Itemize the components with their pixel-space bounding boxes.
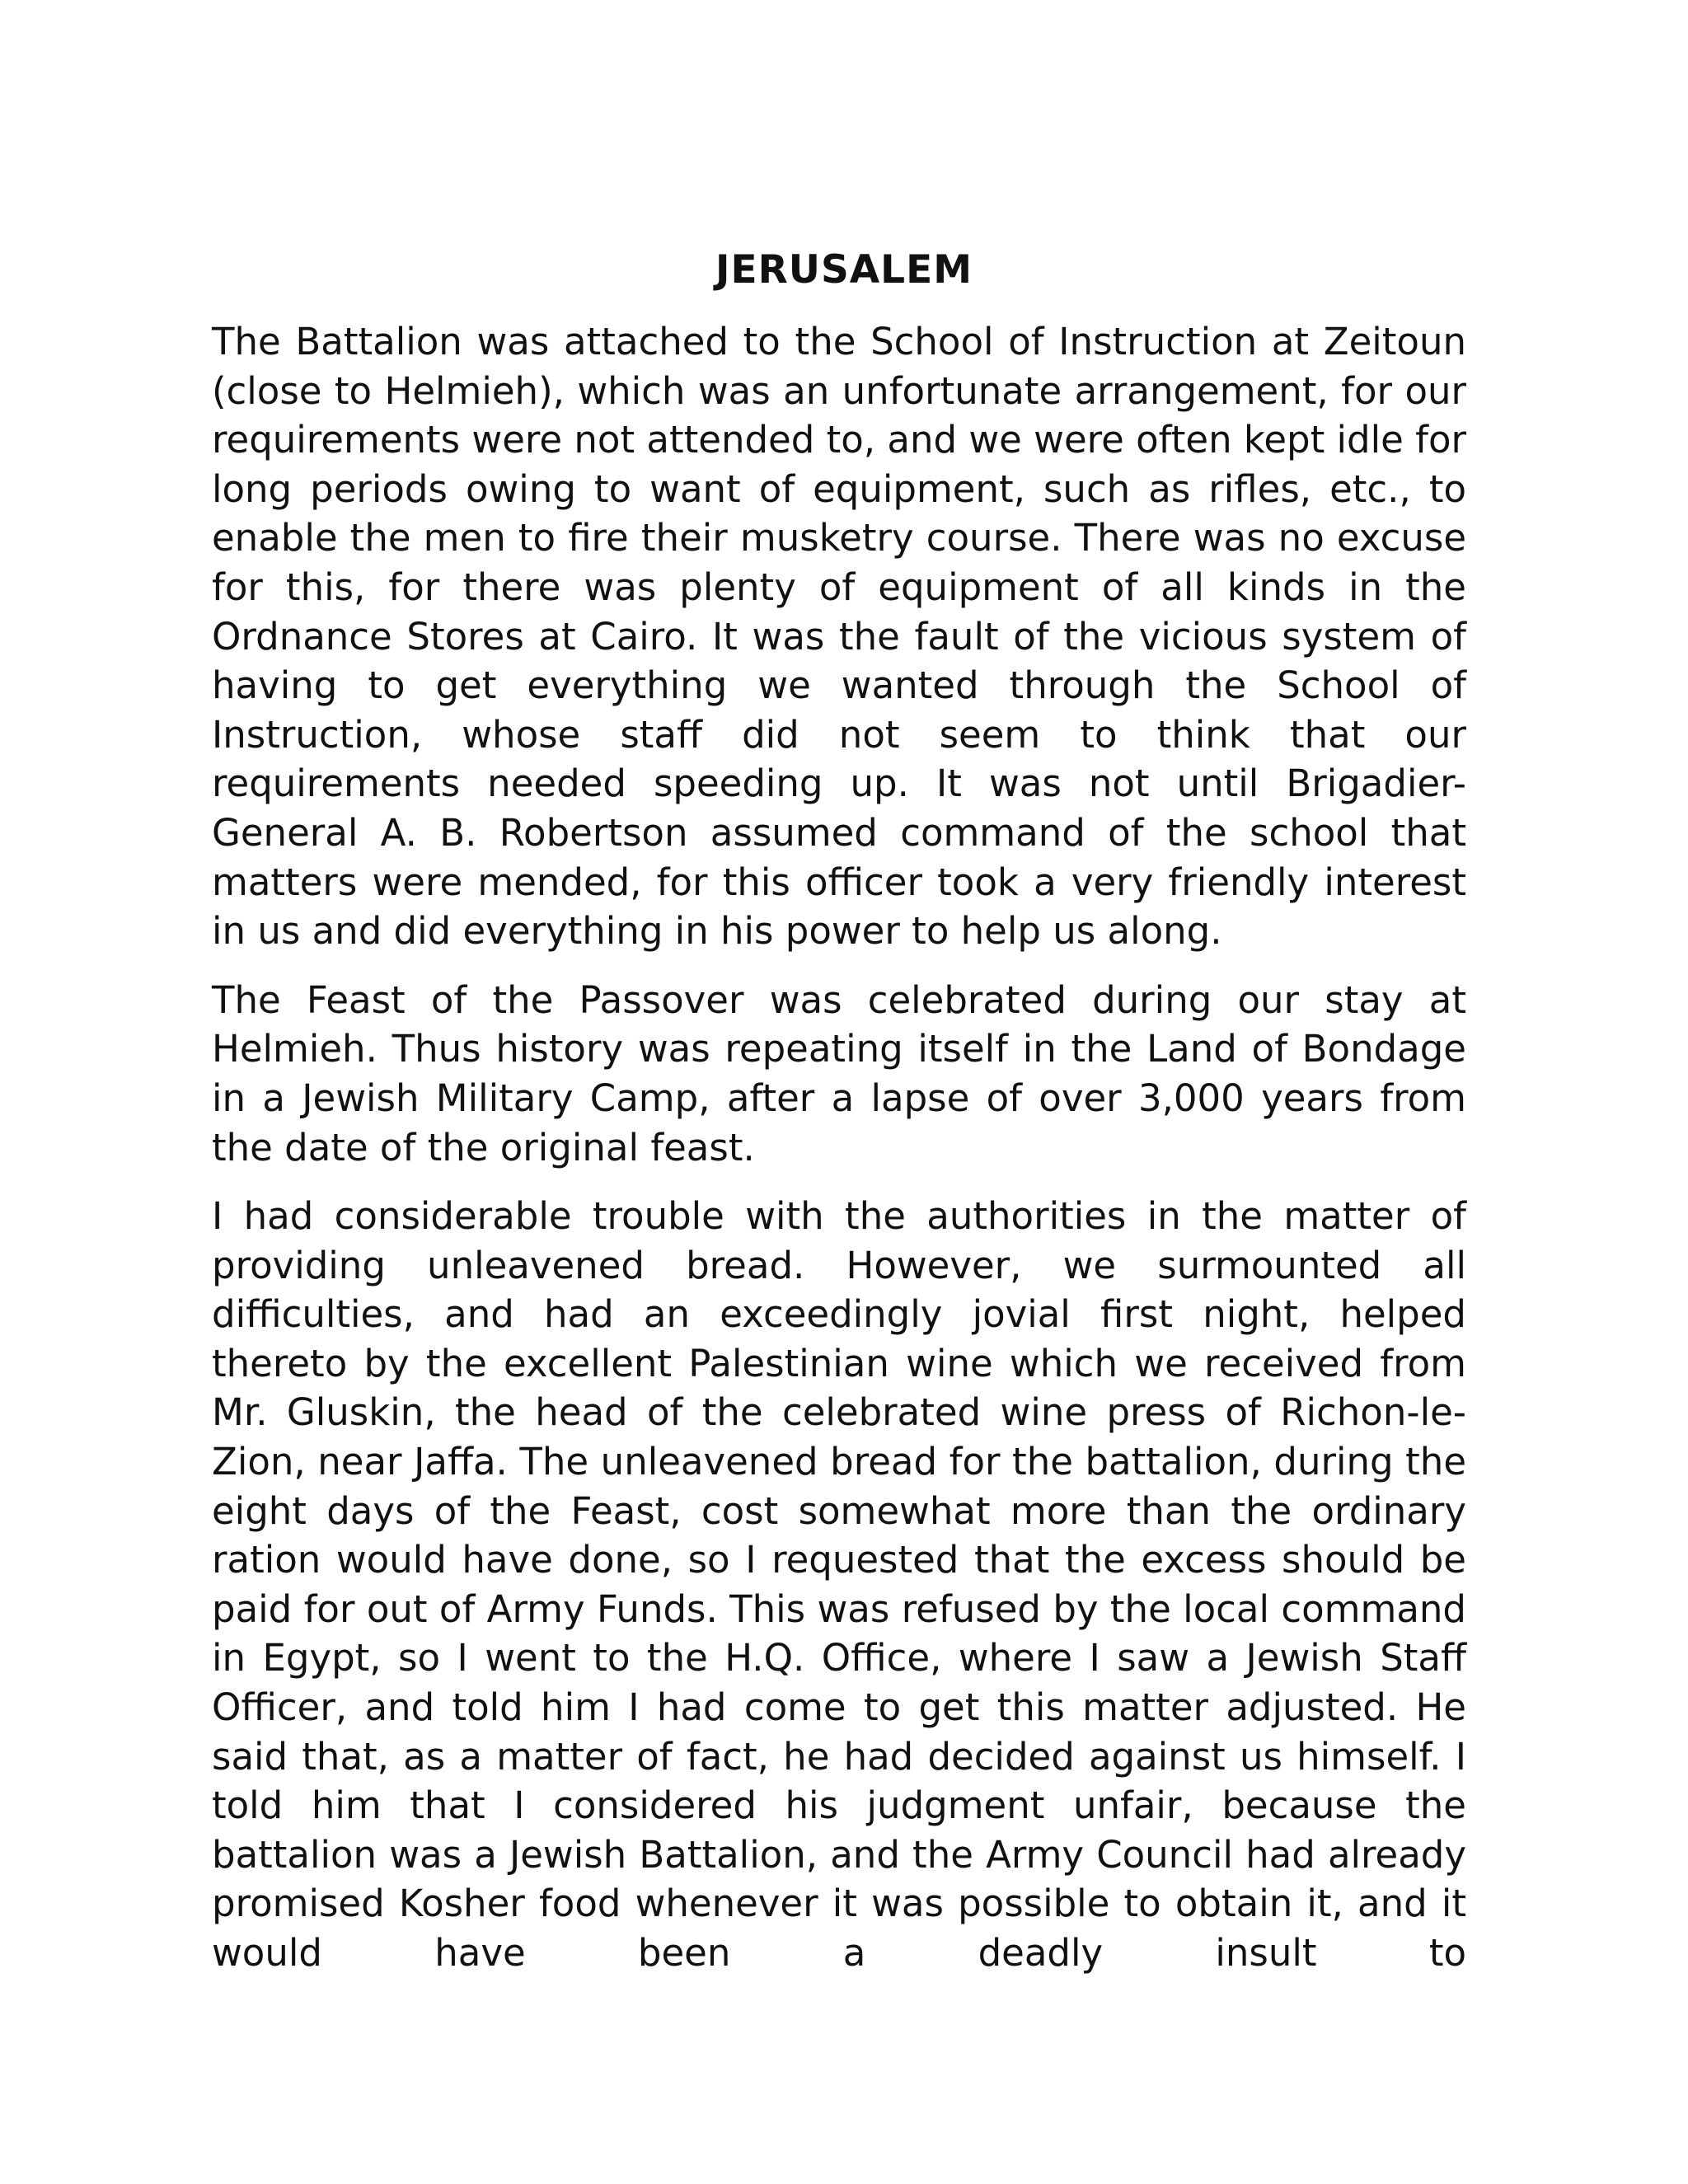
page-title: JERUSALEM xyxy=(715,247,973,293)
paragraph-3: I had considerable trouble with the authorities in the matter of providing unleavened bread. However, we surmounted all difficulties, and had an exceedingly jovial first night, helped thereto by the excellent Palestinian wine which we received from Mr. Gluskin, the head of the celebrated wine press of Richon-le-Zion, near Jaffa. The unleavened bread for the battalion, during the eight days of the Feast, cost somewhat more than the ordinary ration would have done, so I requested that the excess should be paid for out of Army Funds. This was refused by the local command in Egypt, so I went to the H.Q. Office, where I saw a Jewish Staff Officer, and told him I had come to get this matter adjusted. He said that, as a matter of fact, he had decided against us himself. I told him that I considered his judgment unfair, because the battalion was a Jewish Battalion, and the Army Council had already promised Kosher food whenever it was possible to obtain it, and it would have been a deadly insult to xyxy=(212,1194,1466,1975)
body-text xyxy=(212,317,1466,1998)
paragraph-1: The Battalion was attached to the School of Instruction at Zeitoun (close to Helmieh), which was an unfortunate arrangement, for our requirements were not attended to, and we were often kept idle for long periods owing to want of equipment, such as rifles, etc., to enable the men to fire their musketry course. There was no excuse for this, for there was plenty of equipment of all kinds in the Ordnance Stores at Cairo. It was the fault of the vicious system of having to get everything we wanted through the School of Instruction, whose staff did not seem to think that our requirements needed speeding up. It was not until Brigadier-General A. B. Robertson assumed command of the school that matters were mended, for this officer took a very friendly interest in us and did everything in his power to help us along. xyxy=(212,320,1466,954)
paragraph-2: The Feast of the Passover was celebrated during our stay at Helmieh. Thus history was repeating itself in the Land of Bondage in a Jewish Military Camp, after a lapse of over 3,000 years from the date of the original feast. xyxy=(212,977,1466,1169)
